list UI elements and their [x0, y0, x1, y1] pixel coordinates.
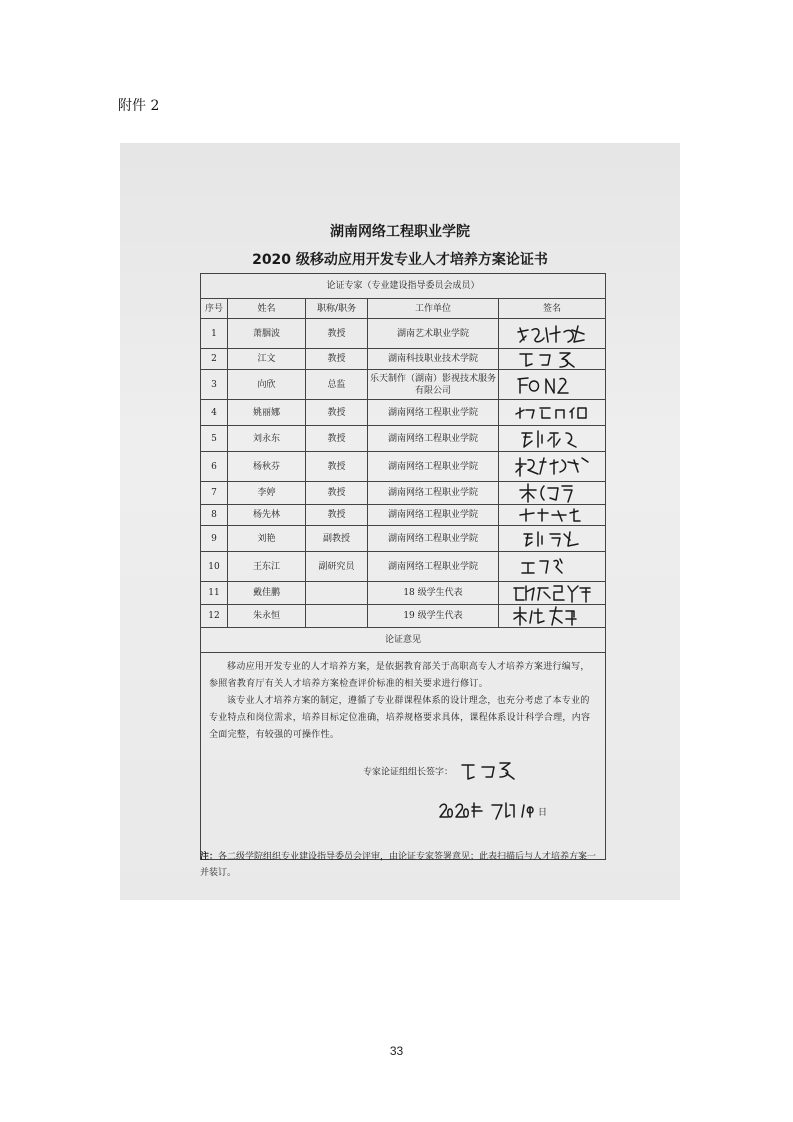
footnote-label: 注： — [200, 852, 219, 862]
signature-cell — [499, 319, 606, 349]
handwritten-signature — [512, 505, 592, 525]
handwritten-signature — [512, 427, 592, 451]
expert-name: 姚丽娜 — [228, 400, 306, 426]
svg-text:日: 日 — [538, 808, 548, 818]
row-number: 1 — [201, 319, 228, 349]
signature-cell — [499, 552, 606, 582]
expert-name: 李婷 — [228, 482, 306, 505]
expert-name: 江文 — [228, 349, 306, 370]
footnote — [200, 849, 605, 881]
column-header: 职称/职务 — [306, 299, 368, 319]
table-row — [201, 582, 606, 605]
expert-title: 总监 — [306, 370, 368, 400]
expert-title: 教授 — [306, 426, 368, 452]
table-row — [201, 400, 606, 426]
expert-unit: 湖南网络工程职业学院 — [368, 505, 499, 526]
expert-name: 刘艳 — [228, 526, 306, 552]
table-row — [201, 482, 606, 505]
handwritten-signature — [510, 582, 594, 604]
table-header-row — [201, 299, 606, 319]
opinion-paragraph: 该专业人才培养方案的制定，遵循了专业群课程体系的设计理念，也充分考虑了本专业的专业特点和岗位需求，培养目标定位准确，培养规格要求具体，课程体系设计科学合理，内容全面完整，有较强的可操作性。 — [209, 696, 591, 740]
expert-title — [306, 582, 368, 605]
expert-unit: 19 级学生代表 — [368, 605, 499, 628]
expert-name: 向欣 — [228, 370, 306, 400]
leader-handwritten-signature — [456, 761, 516, 783]
signature-cell — [499, 400, 606, 426]
expert-name: 刘永东 — [228, 426, 306, 452]
row-number: 12 — [201, 605, 228, 628]
signature-cell — [499, 526, 606, 552]
row-number: 7 — [201, 482, 228, 505]
column-header: 序号 — [201, 299, 228, 319]
expert-unit: 湖南网络工程职业学院 — [368, 400, 499, 426]
handwritten-signature — [510, 402, 594, 424]
signature-cell — [499, 426, 606, 452]
expert-name: 萧胭波 — [228, 319, 306, 349]
handwritten-signature — [512, 555, 592, 579]
row-number: 11 — [201, 582, 228, 605]
signature-cell — [499, 605, 606, 628]
column-header: 姓名 — [228, 299, 306, 319]
expert-name: 王东江 — [228, 552, 306, 582]
expert-title: 副研究员 — [306, 552, 368, 582]
signature-cell — [499, 505, 606, 526]
expert-name: 戴佳鹏 — [228, 582, 306, 605]
table-row — [201, 426, 606, 452]
expert-title: 教授 — [306, 319, 368, 349]
expert-unit: 湖南网络工程职业学院 — [368, 552, 499, 582]
expert-unit: 湖南网络工程职业学院 — [368, 452, 499, 482]
row-number: 2 — [201, 349, 228, 370]
leader-signature-line — [363, 761, 516, 783]
row-number: 9 — [201, 526, 228, 552]
expert-title — [306, 605, 368, 628]
footnote-text: 各二级学院组织专业建设指导委员会评审，由论证专家签署意见；此表扫描后与人才培养方案一并装订。 — [200, 852, 597, 878]
opinion-paragraph: 移动应用开发专业的人才培养方案，是依据教育部关于高职高专人才培养方案进行编写，参照省教育厅有关人才培养方案检查评价标准的相关要求进行修订。 — [209, 662, 590, 689]
row-number: 10 — [201, 552, 228, 582]
handwritten-signature — [512, 349, 592, 369]
expert-title: 教授 — [306, 505, 368, 526]
column-header: 工作单位 — [368, 299, 499, 319]
handwritten-signature — [510, 605, 594, 627]
row-number: 5 — [201, 426, 228, 452]
expert-name: 杨秋芬 — [228, 452, 306, 482]
page-number: 33 — [389, 1044, 404, 1058]
expert-title: 教授 — [306, 349, 368, 370]
signature-cell — [499, 349, 606, 370]
experts-section-heading: 论证专家（专业建设指导委员会成员） — [201, 274, 606, 299]
expert-unit: 湖南网络工程职业学院 — [368, 482, 499, 505]
row-number: 3 — [201, 370, 228, 400]
handwritten-signature — [512, 373, 592, 397]
expert-name: 杨先林 — [228, 505, 306, 526]
table-row — [201, 526, 606, 552]
table-row — [201, 505, 606, 526]
certificate-title: 2020 级移动应用开发专业人才培养方案论证书 — [252, 252, 548, 268]
signature-cell — [499, 370, 606, 400]
scanned-certificate-photo — [120, 143, 680, 900]
handwritten-signature — [512, 482, 592, 504]
leader-sign-label: 专家论证组组长签字： — [363, 767, 454, 778]
expert-title: 教授 — [306, 452, 368, 482]
row-number: 8 — [201, 505, 228, 526]
table-row — [201, 319, 606, 349]
expert-name: 朱永恒 — [228, 605, 306, 628]
table-row — [201, 370, 606, 400]
expert-title: 教授 — [306, 400, 368, 426]
expert-unit: 湖南网络工程职业学院 — [368, 426, 499, 452]
expert-unit: 湖南科技职业技术学院 — [368, 349, 499, 370]
expert-unit: 湖南艺术职业学院 — [368, 319, 499, 349]
expert-title: 副教授 — [306, 526, 368, 552]
opinion-text-cell — [201, 653, 606, 860]
table-row — [201, 349, 606, 370]
signature-cell — [499, 582, 606, 605]
row-number: 6 — [201, 452, 228, 482]
expert-table — [200, 273, 606, 860]
college-title: 湖南网络工程职业学院 — [330, 224, 470, 240]
expert-title: 教授 — [306, 482, 368, 505]
row-number: 4 — [201, 400, 228, 426]
attachment-label: 附件 2 — [118, 98, 160, 114]
handwritten-date — [436, 799, 546, 821]
signature-cell — [499, 482, 606, 505]
table-row — [201, 552, 606, 582]
opinion-section-heading: 论证意见 — [201, 628, 606, 653]
expert-unit: 湖南网络工程职业学院 — [368, 526, 499, 552]
signature-cell — [499, 452, 606, 482]
handwritten-signature — [512, 528, 592, 550]
signing-date — [436, 799, 546, 825]
column-header: 签名 — [499, 299, 606, 319]
handwritten-signature — [512, 322, 592, 346]
table-row — [201, 605, 606, 628]
table-row — [201, 452, 606, 482]
handwritten-signature — [510, 454, 594, 480]
expert-unit: 乐天制作（湖南）影视技术服务有限公司 — [368, 370, 499, 400]
expert-unit: 18 级学生代表 — [368, 582, 499, 605]
